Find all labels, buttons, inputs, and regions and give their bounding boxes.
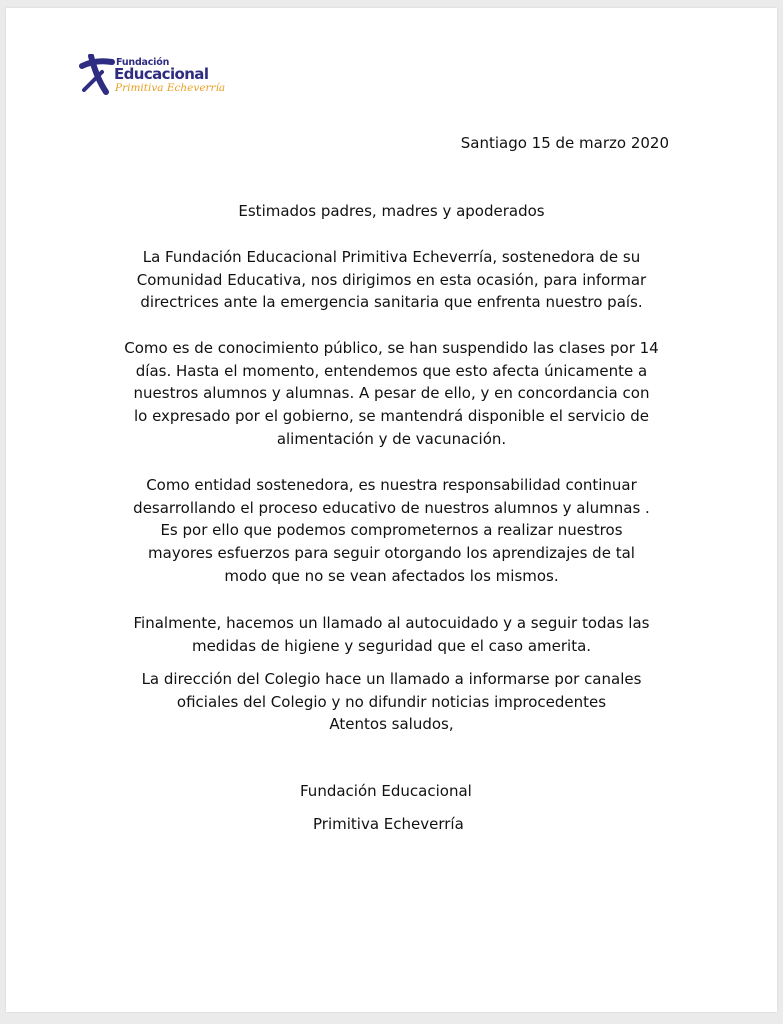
paragraph-line: La dirección del Colegio hace un llamado a informarse por canales [141,670,642,688]
paragraph-line: alimentación y de vacunación. [276,429,507,448]
logo-text-fundacion: Fundación [116,57,170,68]
paragraph-responsibility [0,474,783,587]
paragraph-line: días. Hasta el momento, entendemos que esto afecta únicamente a [135,361,648,380]
salutation [0,200,783,223]
paragraph-line: Comunidad Educativa, nos dirigimos en esta ocasión, para informar [136,270,647,289]
closing-line: Atentos saludos, [329,715,454,734]
signature-line-2: Primitiva Echeverría [313,815,464,833]
cross-logo-icon [78,54,116,96]
signature-line-1: Fundación Educacional [300,782,472,800]
paragraph-line: oficiales del Colegio y no difundir noticias improcedentes [176,692,607,711]
paragraph-line: medidas de higiene y seguridad que el caso amerita. [191,636,592,655]
paragraph-official-channels [0,668,783,736]
paragraph-suspension [0,337,783,450]
logo-text-educacional: Educacional [114,65,209,83]
foundation-logo [78,54,238,96]
paragraph-line: Como entidad sostenedora, es nuestra responsabilidad continuar [146,476,637,494]
logo-text-primitiva: Primitiva Echeverría [115,82,226,94]
paragraph-line: Es por ello que podemos comprometernos a realizar nuestros [160,521,623,540]
paragraph-line: nuestros alumnos y alumnas. A pesar de ello, y en concordancia con [133,384,650,403]
paragraph-line: Como es de conocimiento público, se han suspendido las clases por 14 [124,339,659,357]
paragraph-line: lo expresado por el gobierno, se mantendrá disponible el servicio de [133,407,650,426]
paragraph-intro [0,246,783,314]
salutation-line: Estimados padres, madres y apoderados [238,202,545,220]
paragraph-line: directrices ante la emergencia sanitaria que enfrenta nuestro país. [140,293,643,312]
paragraph-line: modo que no se vean afectados los mismos. [224,566,559,585]
paragraph-line: Finalmente, hacemos un llamado al autocuidado y a seguir todas las [133,614,650,632]
paragraph-line: La Fundación Educacional Primitiva Echeverría, sostenedora de su [142,248,641,266]
paragraph-line: mayores esfuerzos para seguir otorgando los aprendizajes de tal [148,544,635,563]
paragraph-line: desarrollando el proceso educativo de nuestros alumnos y alumnas . [133,498,650,517]
paragraph-selfcare [0,612,783,657]
letter-date: Santiago 15 de marzo 2020 [460,134,669,152]
